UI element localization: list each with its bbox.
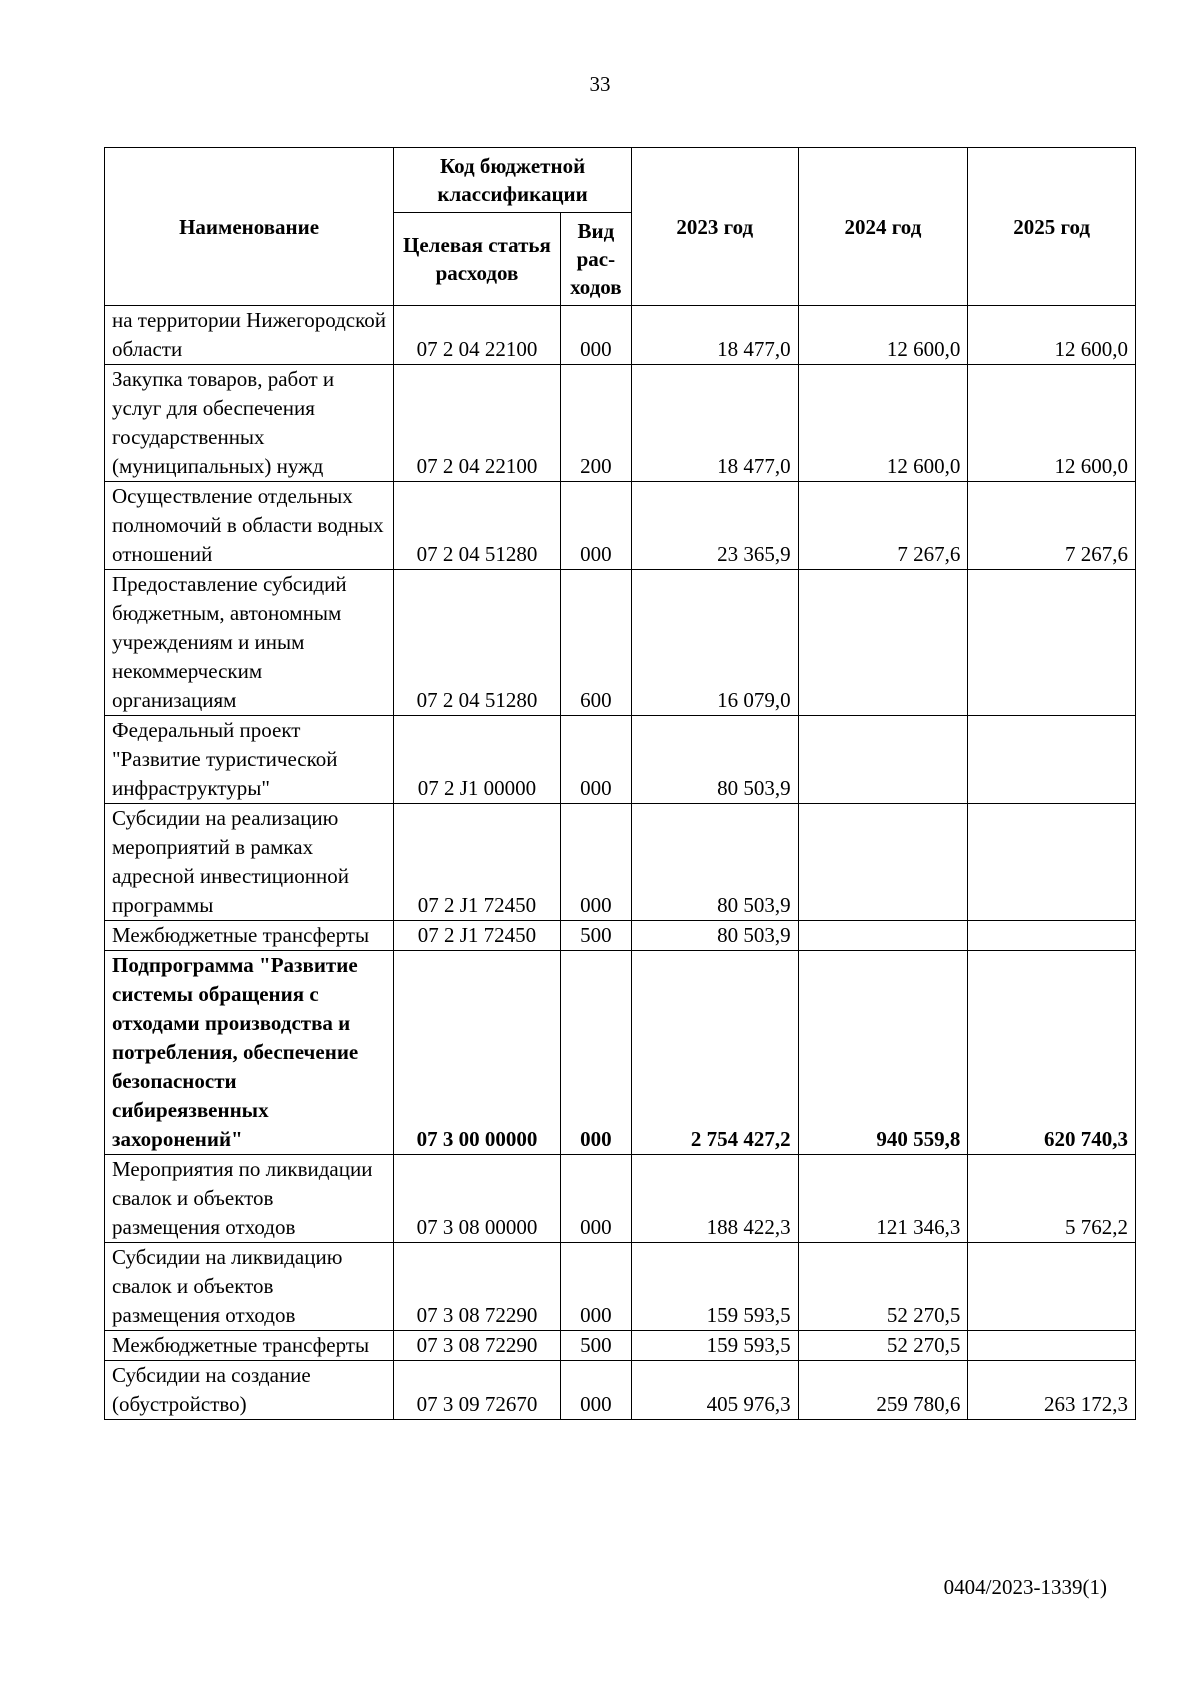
- header-expense-kind: Вид рас-ходов: [560, 213, 631, 306]
- row-name: Мероприятия по ликвидации свалок и объектов размещения отходов: [105, 1155, 394, 1243]
- table-row: [105, 804, 1136, 921]
- row-2023: 159 593,5: [632, 1331, 799, 1361]
- row-2025: 620 740,3: [968, 951, 1136, 1155]
- table-row-subprogram: [105, 951, 1136, 1155]
- row-kind: 000: [560, 1155, 631, 1243]
- row-kind: 600: [560, 570, 631, 716]
- row-code: 07 2 04 22100: [394, 306, 561, 365]
- row-kind: 000: [560, 306, 631, 365]
- row-2024: [798, 570, 968, 716]
- row-2025: [968, 570, 1136, 716]
- row-kind: 000: [560, 804, 631, 921]
- header-2024: 2024 год: [798, 148, 968, 306]
- table-header-row: [105, 148, 1136, 213]
- row-name: Закупка товаров, работ и услуг для обеспечения государственных (муниципальных) нужд: [105, 365, 394, 482]
- row-2023: 18 477,0: [632, 306, 799, 365]
- row-name: Подпрограмма "Развитие системы обращения с отходами производства и потребления, обеспечение безопасности сибиреязвенных захоронений": [105, 951, 394, 1155]
- row-2023: 2 754 427,2: [632, 951, 799, 1155]
- table-row: [105, 1243, 1136, 1331]
- row-2024: 7 267,6: [798, 482, 968, 570]
- row-2025: 7 267,6: [968, 482, 1136, 570]
- table-row: [105, 1331, 1136, 1361]
- row-2024: 259 780,6: [798, 1361, 968, 1420]
- row-2024: 52 270,5: [798, 1243, 968, 1331]
- row-2025: 12 600,0: [968, 365, 1136, 482]
- page-number: 33: [589, 72, 611, 96]
- row-name: Предоставление субсидий бюджетным, автономным учреждениям и иным некоммерческим организациям: [105, 570, 394, 716]
- row-2023: 159 593,5: [632, 1243, 799, 1331]
- header-kbk: Код бюджетной классификации: [394, 148, 632, 213]
- header-2025: 2025 год: [968, 148, 1136, 306]
- row-2025: 263 172,3: [968, 1361, 1136, 1420]
- row-2023: 405 976,3: [632, 1361, 799, 1420]
- table-row: [105, 570, 1136, 716]
- row-code: 07 3 09 72670: [394, 1361, 561, 1420]
- budget-table: [104, 147, 1136, 1420]
- row-2023: 80 503,9: [632, 716, 799, 804]
- row-code: 07 2 J1 72450: [394, 804, 561, 921]
- row-2025: 12 600,0: [968, 306, 1136, 365]
- row-kind: 000: [560, 1243, 631, 1331]
- row-2023: 80 503,9: [632, 921, 799, 951]
- row-2024: 940 559,8: [798, 951, 968, 1155]
- table-row: [105, 1361, 1136, 1420]
- row-2024: 52 270,5: [798, 1331, 968, 1361]
- table-row: [105, 716, 1136, 804]
- table-row: [105, 1155, 1136, 1243]
- row-2025: [968, 1331, 1136, 1361]
- row-2023: 18 477,0: [632, 365, 799, 482]
- row-code: 07 2 04 51280: [394, 570, 561, 716]
- document-registration-code: 0404/2023-1339(1): [943, 1575, 1107, 1599]
- row-2023: 188 422,3: [632, 1155, 799, 1243]
- row-kind: 200: [560, 365, 631, 482]
- row-2024: [798, 716, 968, 804]
- table-row: [105, 365, 1136, 482]
- row-name: Субсидии на создание (обустройство): [105, 1361, 394, 1420]
- row-code: 07 2 J1 72450: [394, 921, 561, 951]
- row-2024: 121 346,3: [798, 1155, 968, 1243]
- row-2025: [968, 921, 1136, 951]
- row-name: на территории Нижегородской области: [105, 306, 394, 365]
- row-2023: 80 503,9: [632, 804, 799, 921]
- row-2024: [798, 804, 968, 921]
- row-2023: 16 079,0: [632, 570, 799, 716]
- header-target-article: Целевая статья расходов: [394, 213, 561, 306]
- row-name: Субсидии на ликвидацию свалок и объектов размещения отходов: [105, 1243, 394, 1331]
- row-2025: [968, 1243, 1136, 1331]
- row-2023: 23 365,9: [632, 482, 799, 570]
- row-kind: 000: [560, 1361, 631, 1420]
- row-code: 07 3 08 72290: [394, 1331, 561, 1361]
- row-code: 07 3 08 00000: [394, 1155, 561, 1243]
- row-kind: 000: [560, 482, 631, 570]
- row-kind: 500: [560, 1331, 631, 1361]
- row-2025: [968, 804, 1136, 921]
- row-kind: 000: [560, 951, 631, 1155]
- row-name: Осуществление отдельных полномочий в области водных отношений: [105, 482, 394, 570]
- row-name: Субсидии на реализацию мероприятий в рамках адресной инвестиционной программы: [105, 804, 394, 921]
- table-row: [105, 482, 1136, 570]
- row-code: 07 3 08 72290: [394, 1243, 561, 1331]
- row-2025: 5 762,2: [968, 1155, 1136, 1243]
- row-kind: 000: [560, 716, 631, 804]
- header-name: Наименование: [105, 148, 394, 306]
- row-2024: [798, 921, 968, 951]
- table-row: [105, 306, 1136, 365]
- row-code: 07 2 J1 00000: [394, 716, 561, 804]
- row-name: Межбюджетные трансферты: [105, 1331, 394, 1361]
- header-2023: 2023 год: [632, 148, 799, 306]
- row-kind: 500: [560, 921, 631, 951]
- row-2025: [968, 716, 1136, 804]
- row-name: Федеральный проект "Развитие туристической инфраструктуры": [105, 716, 394, 804]
- row-code: 07 2 04 51280: [394, 482, 561, 570]
- row-2024: 12 600,0: [798, 365, 968, 482]
- row-code: 07 3 00 00000: [394, 951, 561, 1155]
- row-2024: 12 600,0: [798, 306, 968, 365]
- table-row: [105, 921, 1136, 951]
- row-name: Межбюджетные трансферты: [105, 921, 394, 951]
- row-code: 07 2 04 22100: [394, 365, 561, 482]
